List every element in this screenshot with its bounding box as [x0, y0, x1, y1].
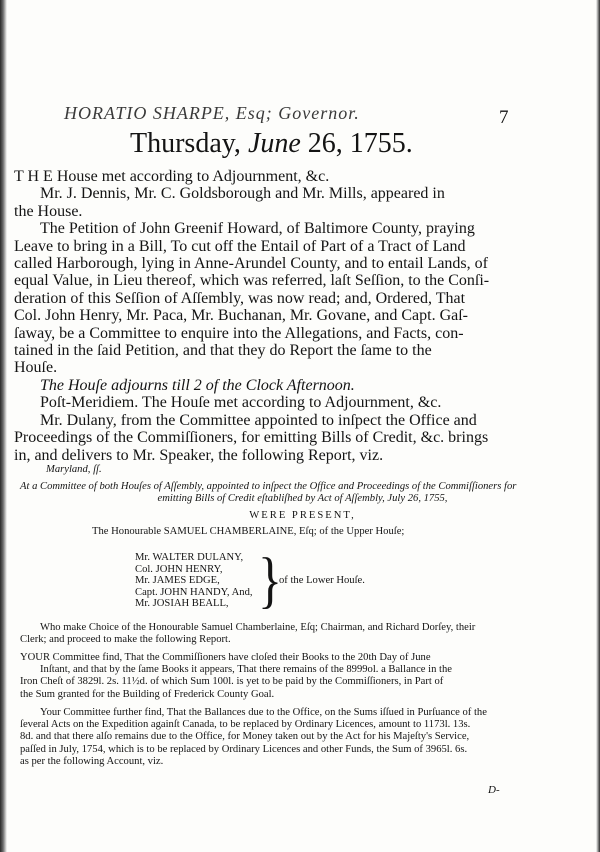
upper-house-member: The Honourable SAMUEL CHAMBERLAINE, Eſq; of the Upper Houſe;: [92, 525, 405, 537]
page-edge-shadow-right: [596, 0, 600, 852]
proceedings-line: Proceedings of the Commiſſioners, for emitting Bills of Credit, &c. brings: [14, 429, 489, 447]
member-name: Col. JOHN HENRY,: [135, 563, 223, 575]
proceedings-line: called Harborough, lying in Anne-Arundel County, and to entail Lands, of: [14, 255, 488, 273]
proceedings-line: T H E House met according to Adjournment, &c.: [14, 168, 330, 185]
proceedings-line: Col. John Henry, Mr. Paca, Mr. Buchanan, Mr. Govane, and Capt. Gaſ-: [14, 307, 468, 325]
proceedings-line: The Petition of John Greenif Howard, of Baltimore County, praying: [40, 220, 475, 238]
proceedings-line: Poſt-Meridiem. The Houſe met according to Adjournment, &c.: [40, 394, 442, 412]
proceedings-line: Houſe.: [14, 359, 58, 377]
report-line: Your Committee further find, That the Ballances due to the Office, on the Sums iſſued in Purſuance of the: [40, 707, 487, 718]
report-line: paſſed in July, 1754, which is to be replaced by Ordinary Licences and other Funds, the Sum of 3965l. 6s.: [20, 743, 468, 755]
report-line: YOUR Committee find, That the Commiſſioners have cloſed their Books to the 20th Day of June: [20, 652, 431, 663]
choice-line: Clerk; and proceed to make the following Report.: [20, 634, 231, 646]
report-place: Maryland, ſſ.: [46, 464, 102, 475]
lower-house-members: [135, 552, 253, 610]
proceedings-line: ſaway, be a Committee to enquire into the Allegations, and Facts, con-: [14, 324, 464, 342]
report-line: Iron Cheſt of 3829l. 2s. 11½d. of which Sum 100l. is yet to be paid by the Commiſſioners, in Part of: [20, 676, 444, 688]
proceedings-line: deration of this Seſſion of Aſſembly, was now read; and, Ordered, That: [14, 289, 466, 307]
member-name: Mr. WALTER DULANY,: [135, 552, 244, 563]
proceedings-line: in, and delivers to Mr. Speaker, the following Report, viz.: [14, 446, 384, 464]
proceedings-text: [14, 168, 594, 464]
running-head: HORATIO SHARPE, Esq; Governor.: [64, 103, 360, 123]
proceedings-line: the House.: [14, 202, 83, 220]
date-prefix: Thursday,: [130, 128, 241, 159]
report-line: 8d. and that there alſo remains due to the Office, for Money taken out by the Act for his Majeſty's Service,: [20, 731, 470, 743]
choice-line: Who make Choice of the Honourable Samuel Chamberlaine, Eſq; Chairman, and Richard Dorſey, their: [40, 622, 476, 633]
lower-house-label: of the Lower Houſe.: [279, 575, 365, 586]
proceedings-line: Mr. J. Dennis, Mr. C. Goldsborough and Mr. Mills, appeared in: [40, 185, 445, 203]
report-paragraph-2: [20, 707, 585, 768]
report-line: ſeveral Acts on the Expedition againſt Canada, to be replaced by Ordinary Licences, amount to 1173l. 13s.: [20, 719, 471, 731]
committee-line: emitting Bills of Credit eſtabliſhed by Act of Aſſembly, July 26, 1755,: [157, 493, 448, 505]
report-line: as per the following Account, viz.: [20, 755, 164, 767]
date-suffix: 26, 1755.: [307, 128, 413, 159]
member-name: Mr. JAMES EDGE,: [135, 575, 220, 587]
were-present: WERE PRESENT,: [249, 509, 356, 521]
report-paragraph-1: [20, 652, 585, 701]
proceedings-line: Mr. Dulany, from the Committee appointed to inſpect the Office and: [40, 411, 477, 429]
member-name: Capt. JOHN HANDY, And,: [135, 586, 253, 598]
member-name: Mr. JOSIAH BEALL,: [135, 598, 229, 610]
brace-glyph: }: [258, 544, 282, 615]
report-line: Inſtant, and that by the ſame Books it appears, That there remains of the 8999ol. a Ballance in the: [40, 664, 452, 676]
proceedings-line: Leave to bring in a Bill, To cut off the Entail of Part of a Tract of Land: [14, 237, 466, 255]
proceedings-line: equal Value, in Lieu thereof, which was referred, laſt Seſſion, to the Conſi-: [14, 272, 490, 290]
choice-paragraph: [20, 622, 585, 646]
date-heading: [130, 128, 413, 160]
date-month: June: [247, 128, 301, 159]
report-line: the Sum granted for the Building of Frederick County Goal.: [20, 688, 275, 700]
report-heading: [20, 464, 585, 538]
proceedings-line: tained in the ſaid Petition, and that they do Report the ſame to the: [14, 342, 432, 360]
catchword: D-: [488, 784, 500, 796]
page-number: 7: [499, 107, 509, 128]
page-edge-shadow: [0, 0, 7, 852]
committee-line: At a Committee of both Houſes of Aſſembly, appointed to inſpect the Office and Proceedings of the Commiſſioners for: [20, 481, 517, 493]
proceedings-line: The Houſe adjourns till 2 of the Clock Afternoon.: [40, 376, 355, 394]
